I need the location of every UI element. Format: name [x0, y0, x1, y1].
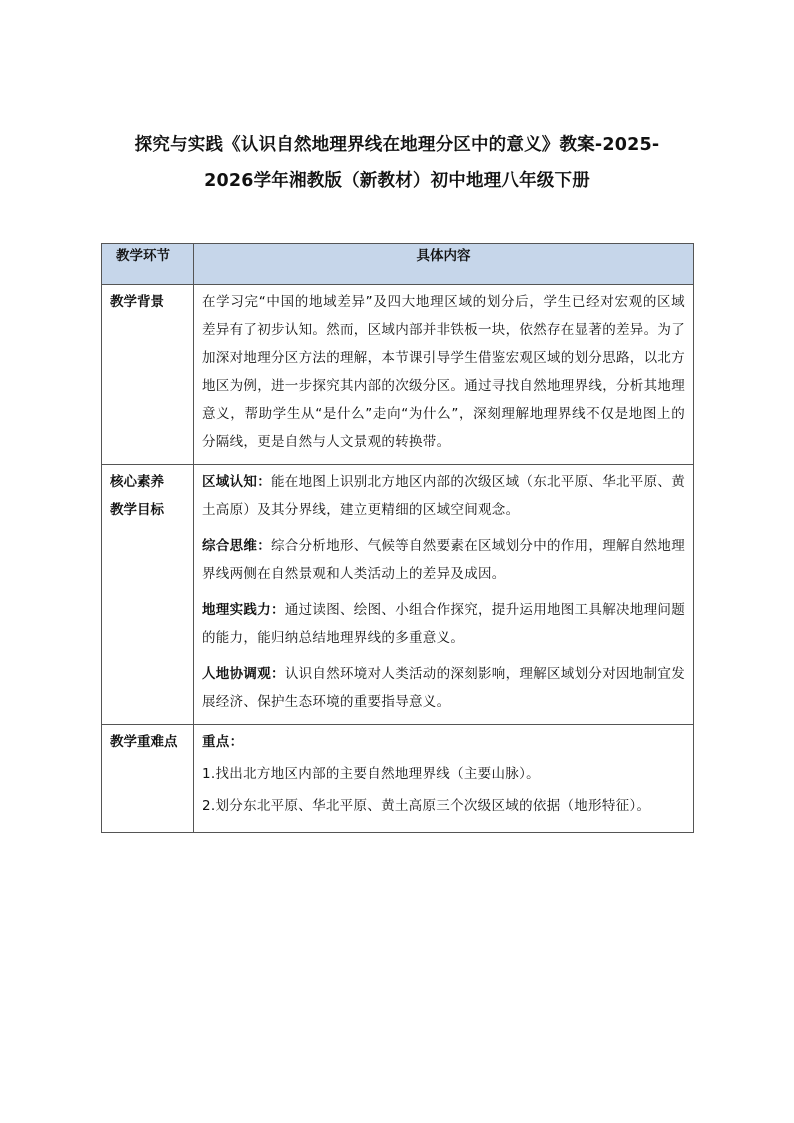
goals-label-line-2: 教学目标 [110, 502, 164, 518]
key-point-item: 2.划分东北平原、华北平原、黄土高原三个次级区域的依据（地形特征）。 [202, 798, 651, 814]
goal-text: 能在地图上识别北方地区内部的次级区域（东北平原、华北平原、黄土高原）及其分界线，建立更精细的区域空间观念。 [202, 474, 685, 518]
background-text: 在学习完“中国的地域差异”及四大地理区域的划分后，学生已经对宏观的区域差异有了初步认知。然而，区域内部并非铁板一块，依然存在显著的差异。为了加深对地理分区方法的理解，本节课引导学生借鉴宏观区域的划分思路，以北方地区为例，进一步探究其内部的次级分区。通过寻找自然地理界线，分析其地理意义，帮助学生从“是什么”走向“为什么”，深刻理解地理界线不仅是地图上的分隔线，更是自然与人文景观的转换带。 [194, 285, 694, 465]
goal-name: 地理实践力： [202, 602, 285, 618]
goal-item [202, 596, 685, 652]
goal-item [202, 660, 685, 716]
goal-name: 区域认知： [202, 474, 271, 490]
title-line-2: 2026学年湘教版（新教材）初中地理八年级下册 [204, 171, 590, 191]
row-label-key-points: 教学重难点 [102, 725, 194, 833]
goal-name: 综合思维： [202, 538, 271, 554]
goal-item [202, 468, 685, 524]
table-row-key-points [102, 725, 694, 833]
table-row-goals [102, 465, 694, 725]
key-points-content [194, 725, 694, 833]
key-point-item: 1.找出北方地区内部的主要自然地理界线（主要山脉）。 [202, 766, 540, 782]
row-label-background: 教学背景 [102, 285, 194, 465]
goal-text: 综合分析地形、气候等自然要素在区域划分中的作用，理解自然地理界线两侧在自然景观和人类活动上的差异及成因。 [202, 538, 685, 582]
key-points-heading [202, 728, 685, 756]
table-header-row [102, 244, 694, 285]
document-title [90, 127, 704, 199]
goal-name: 人地协调观： [202, 666, 285, 682]
lesson-plan-table [101, 243, 694, 833]
row-label-goals [102, 465, 194, 725]
goal-text: 认识自然环境对人类活动的深刻影响，理解区域划分对因地制宜发展经济、保护生态环境的重要指导意义。 [202, 666, 686, 710]
header-content: 具体内容 [194, 244, 694, 285]
key-points-heading-text: 重点： [202, 734, 244, 750]
table-row-background [102, 285, 694, 465]
goals-label-line-1: 核心素养 [110, 474, 164, 490]
goal-text: 通过读图、绘图、小组合作探究，提升运用地图工具解决地理问题的能力，能归纳总结地理界线的多重意义。 [202, 602, 686, 646]
goal-item [202, 532, 685, 588]
title-line-1: 探究与实践《认识自然地理界线在地理分区中的意义》教案-2025- [134, 135, 660, 155]
header-teaching-stage: 教学环节 [102, 244, 194, 285]
goals-content [194, 465, 694, 725]
